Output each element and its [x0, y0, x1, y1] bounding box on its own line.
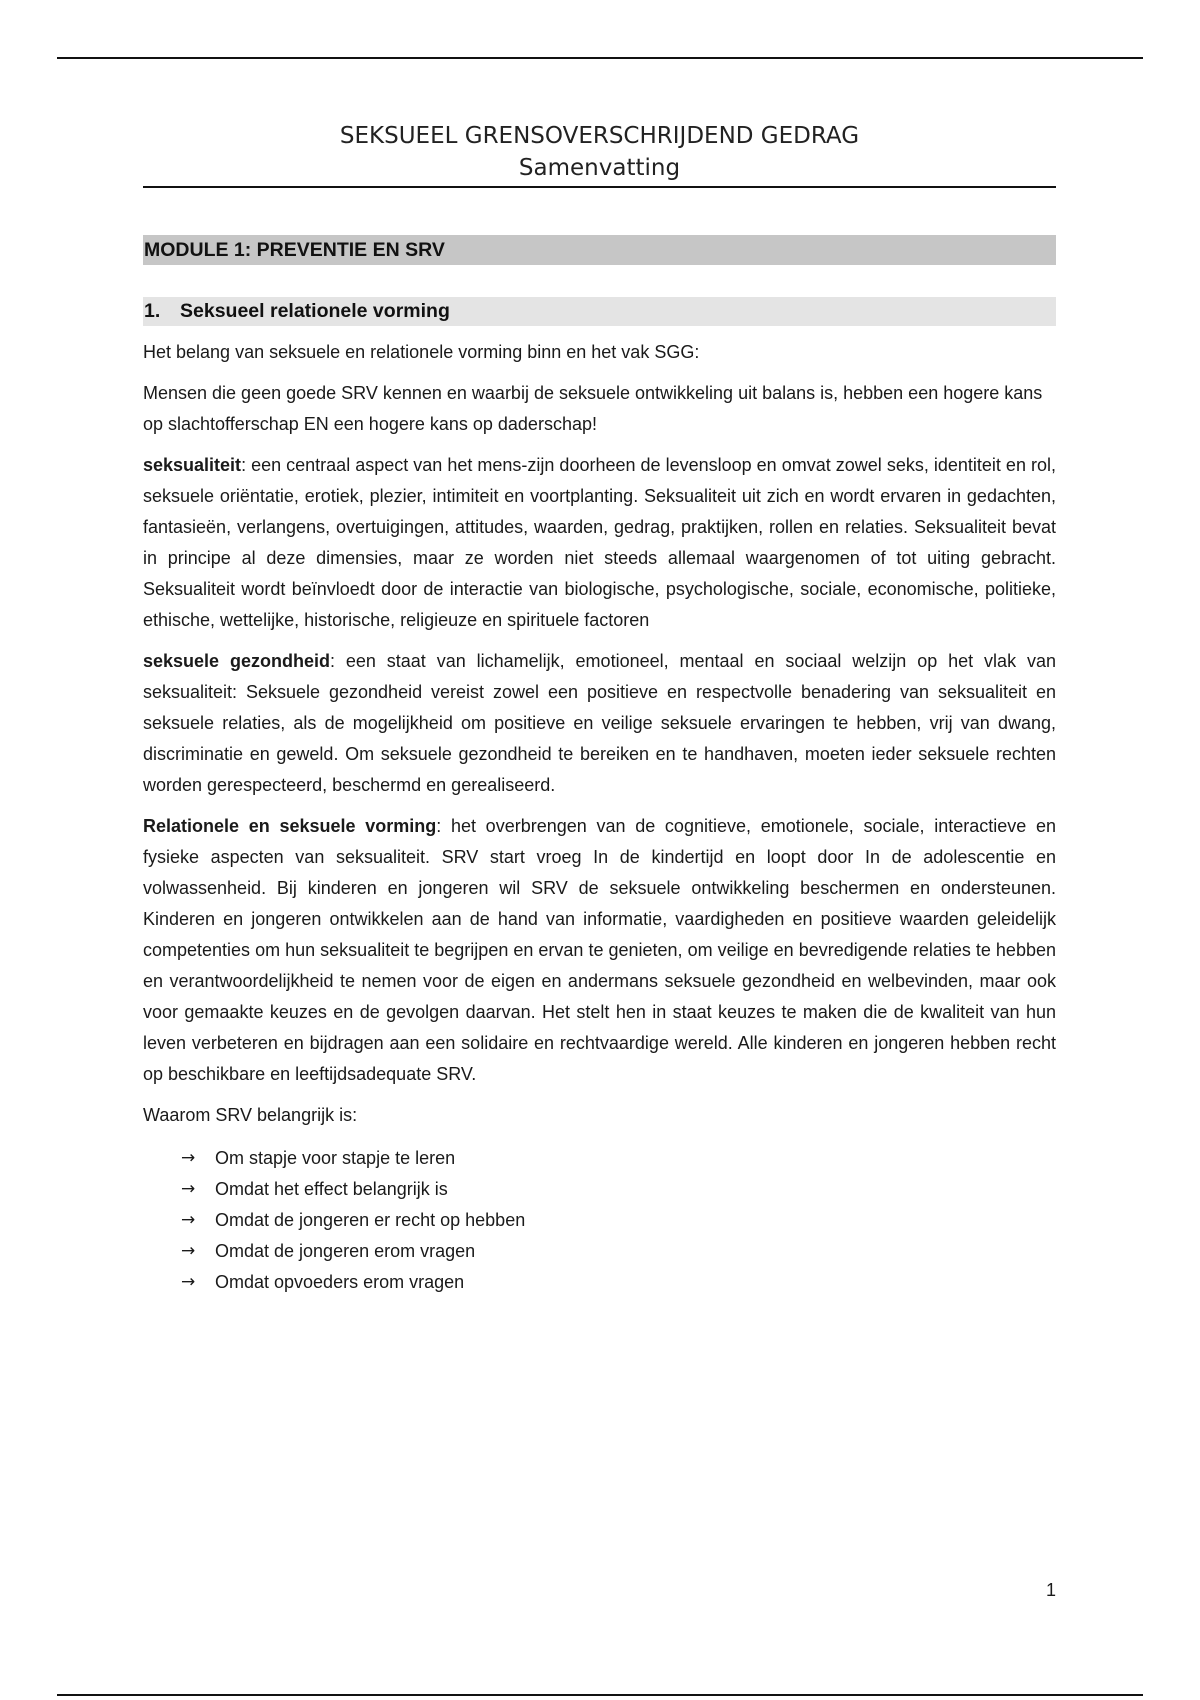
definition-term: Relationele en seksuele vorming	[143, 816, 437, 836]
list-item-text: Omdat opvoeders erom vragen	[215, 1272, 465, 1292]
list-item-text: Om stapje voor stapje te leren	[215, 1148, 456, 1168]
title-block	[143, 120, 1056, 188]
list-item	[181, 1174, 1056, 1205]
definition-term: seksualiteit	[143, 455, 242, 475]
intro-line: Het belang van seksuele en relationele vorming binn en het vak SGG:	[143, 342, 700, 362]
right-arrow-icon: →	[181, 1241, 196, 1261]
page-number: 1	[1045, 1580, 1056, 1600]
definition-text: : een staat van lichamelijk, emotioneel, mentaal en sociaal welzijn op het vlak van seksualiteit: Seksuele gezondheid vereist zowel een positieve en respectvolle benadering van seksualiteit en seksuele relaties, als de mogelijkheid om positieve en veilige seksuele ervaringen te hebben, vrij van dwang, discriminatie en geweld. Om seksuele gezondheid te bereiken en te handhaven, moeten ieder seksuele rechten worden gerespecteerd, beschermd en gerealiseerd.	[143, 651, 1056, 795]
reasons-list	[143, 1143, 1056, 1298]
right-arrow-icon: →	[181, 1148, 196, 1168]
document-subtitle: Samenvatting	[518, 155, 681, 181]
right-arrow-icon: →	[181, 1210, 196, 1230]
definition-term: seksuele gezondheid	[143, 651, 330, 671]
right-arrow-icon: →	[181, 1272, 196, 1292]
list-item-text: Omdat het effect belangrijk is	[215, 1179, 448, 1199]
page-content	[143, 120, 1056, 1298]
definition-text: : een centraal aspect van het mens-zijn doorheen de levensloop en omvat zowel seks, identiteit en rol, seksuele oriëntatie, erotiek, plezier, intimiteit en voortplanting. Seksualiteit uit zich en wordt ervaren in gedachten, fantasieën, verlangens, overtuigingen, attitudes, waarden, gedrag, praktijken, rollen en relaties. Seksualiteit bevat in principe al deze dimensies, maar ze worden niet steeds allemaal waargenomen of tot uiting gebracht. Seksualiteit wordt beïnvloedt door de interactie van biologische, psychologische, sociale, economische, politieke, ethische, wettelijke, historische, religieuze en spirituele factoren	[143, 455, 1056, 630]
list-item	[181, 1143, 1056, 1174]
definition-text: : het overbrengen van de cognitieve, emotionele, sociale, interactieve en fysieke aspecten van seksualiteit. SRV start vroeg In de kindertijd en loopt door In de adolescentie en volwassenheid. Bij kinderen en jongeren wil SRV de seksuele ontwikkeling beschermen en ondersteunen. Kinderen en jongeren ontwikkelen aan de hand van informatie, vaardigheden en positieve waarden geleidelijk competenties om hun seksualiteit te begrijpen en ervan te genieten, om veilige en bevredigende relaties te hebben en verantwoordelijkheid te nemen voor de eigen en andermans seksuele gezondheid en welbevinden, maar ook voor gemaakte keuzes en de gevolgen daarvan. Het stelt hen in staat keuzes te maken die de kwaliteit van hun leven verbeteren en bijdragen aan een solidaire en rechtvaardige wereld. Alle kinderen en jongeren hebben recht op beschikbare en leeftijdsadequate SRV.	[143, 816, 1056, 1084]
definition-seksualiteit	[143, 450, 1056, 636]
list-item-text: Omdat de jongeren erom vragen	[215, 1241, 476, 1261]
section-heading	[143, 297, 1056, 326]
page-top-rule	[57, 57, 1143, 59]
list-item	[181, 1267, 1056, 1298]
list-item	[181, 1236, 1056, 1267]
right-arrow-icon: →	[181, 1179, 196, 1199]
list-item	[181, 1205, 1056, 1236]
list-item-text: Omdat de jongeren er recht op hebben	[215, 1210, 526, 1230]
reasons-intro: Waarom SRV belangrijk is:	[143, 1105, 358, 1125]
definition-relationele-seksuele-vorming	[143, 811, 1056, 1090]
module-heading: MODULE 1: PREVENTIE EN SRV	[143, 235, 1056, 265]
definition-seksuele-gezondheid	[143, 646, 1056, 801]
section-number: 1.	[144, 300, 161, 322]
section-title: Seksueel relationele vorming	[180, 300, 450, 322]
page-bottom-rule	[57, 1694, 1143, 1696]
document-title: SEKSUEEL GRENSOVERSCHRIJDEND GEDRAG	[339, 123, 860, 149]
risk-paragraph: Mensen die geen goede SRV kennen en waarbij de seksuele ontwikkeling uit balans is, hebben een hogere kans op slachtofferschap EN een hogere kans op daderschap!	[143, 383, 1043, 434]
